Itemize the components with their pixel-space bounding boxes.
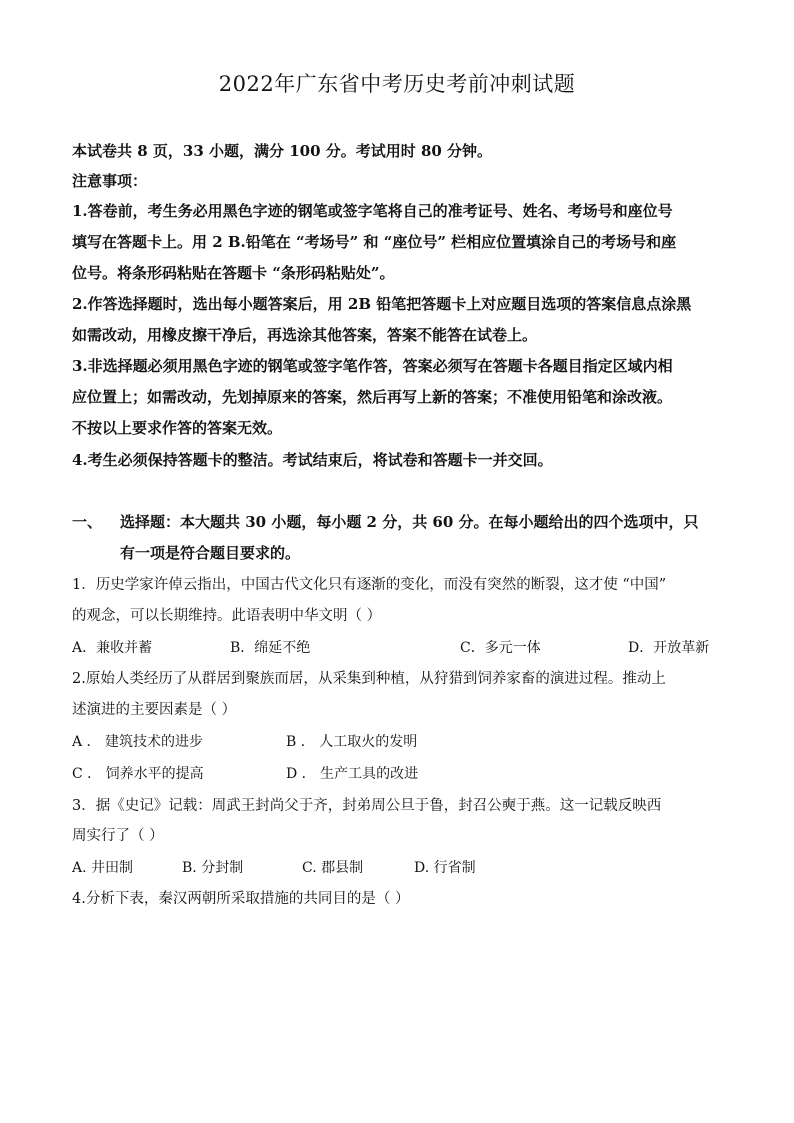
intro-summary: 本试卷共 8 页，33 小题，满分 100 分。考试用时 80 分钟。 <box>72 142 493 160</box>
question-2-stem-line-2: 述演进的主要因素是（ ） <box>72 702 237 718</box>
notice-4: 4.考生必须保持答题卡的整洁。考试结束后，将试卷和答题卡一并交回。 <box>72 451 553 469</box>
section-heading-line-1: 选择题：本大题共 30 小题，每小题 2 分，共 60 分。在每小题给出的四个选项中，只 <box>120 513 699 531</box>
question-2-stem-line-1: 2.原始人类经历了从群居到聚族而居，从采集到种植，从狩猎到饲养家畜的演进过程。推动上 <box>72 671 666 687</box>
question-1-option-c: C．多元一体 <box>460 640 541 656</box>
question-1-option-b: B．绵延不绝 <box>230 640 311 656</box>
question-3-stem-line-1: 3．据《史记》记载：周武王封尚父于齐，封弟周公旦于鲁，封召公奭于燕。这一记载反映西 <box>72 798 662 814</box>
question-2-option-a: A ． 建筑技术的进步 <box>72 734 204 750</box>
question-3-option-b: B. 分封制 <box>182 860 244 876</box>
section-number: 一、 <box>72 513 103 531</box>
question-2-option-d: D ． 生产工具的改进 <box>286 766 419 782</box>
section-heading-line-2: 有一项是符合题目要求的。 <box>120 544 301 562</box>
question-1-option-a: A．兼收并蓄 <box>72 640 153 656</box>
notice-heading: 注意事项： <box>72 172 148 190</box>
page-title: 2022年广东省中考历史考前冲刺试题 <box>218 72 576 96</box>
notice-1-line-2: 填写在答题卡上。用 2 B.铅笔在 “考场号” 和 “座位号” 栏相应位置填涂自己的考场号和座 <box>72 233 677 251</box>
notice-3-line-2: 应位置上；如需改动，先划掉原来的答案，然后再写上新的答案；不准使用铅笔和涂改液。 <box>72 388 673 406</box>
notice-2-line-1: 2.作答选择题时，选出每小题答案后，用 2B 铅笔把答题卡上对应题目选项的答案信息点涂黑 <box>72 295 692 313</box>
notice-3-line-1: 3.非选择题必须用黑色字迹的钢笔或签字笔作答，答案必须写在答题卡各题目指定区域内相 <box>72 357 673 375</box>
question-3-option-c: C. 郡县制 <box>302 860 364 876</box>
question-1-stem-line-2: 的观念，可以长期维持。此语表明中华文明（ ） <box>72 608 382 624</box>
question-2-option-b: B ． 人工取火的发明 <box>286 734 418 750</box>
question-4-stem: 4.分析下表，秦汉两朝所采取措施的共同目的是（ ） <box>72 891 410 907</box>
notice-1-line-3: 位号。将条形码粘贴在答题卡 “条形码粘贴处”。 <box>72 264 395 282</box>
question-2-option-c: C ． 饲养水平的提高 <box>72 766 204 782</box>
question-3-option-a: A. 井田制 <box>72 860 134 876</box>
question-3-stem-line-2: 周实行了（ ） <box>72 828 164 844</box>
notice-1-line-1: 1.答卷前，考生务必用黑色字迹的钢笔或签字笔将自己的准考证号、姓名、考场号和座位号 <box>72 202 673 220</box>
notice-2-line-2: 如需改动，用橡皮擦干净后，再选涂其他答案，答案不能答在试卷上。 <box>72 326 538 344</box>
question-1-stem-line-1: 1．历史学家许倬云指出，中国古代文化只有逐渐的变化，而没有突然的断裂，这才使 “中国” <box>72 577 667 593</box>
question-1-option-d: D．开放革新 <box>628 640 710 656</box>
notice-3-line-3: 不按以上要求作答的答案无效。 <box>72 419 283 437</box>
question-3-option-d: D. 行省制 <box>414 860 476 876</box>
